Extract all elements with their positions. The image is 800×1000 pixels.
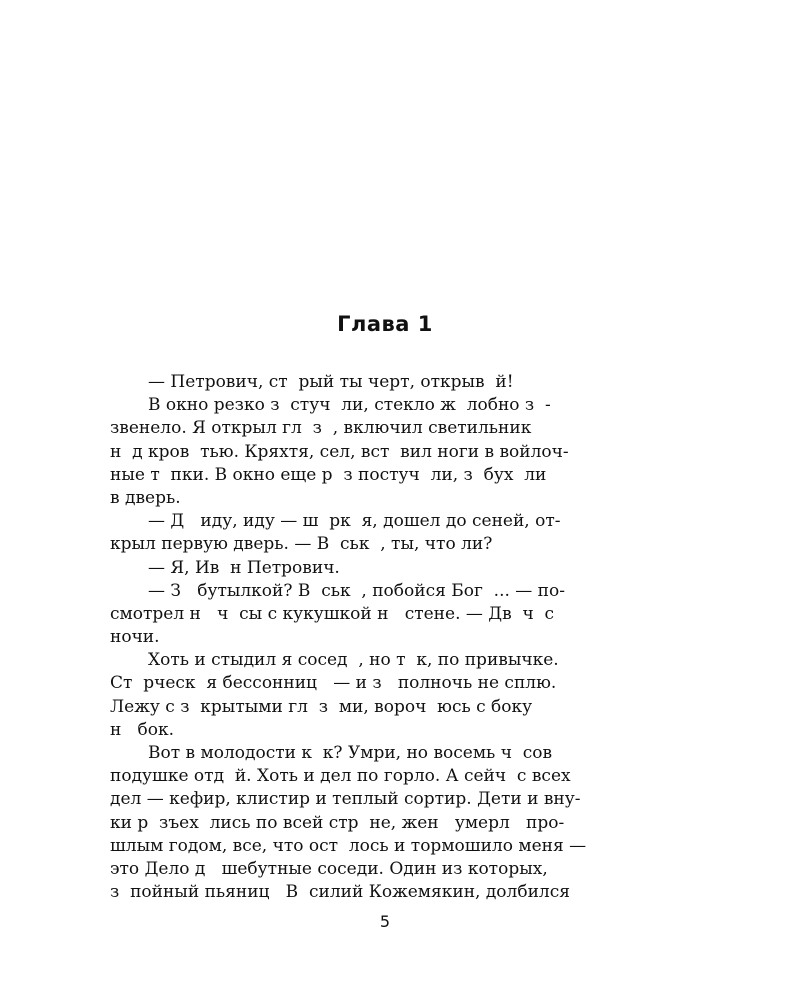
text-line: смотрел н ч сы с кукушкой н стене. — Дв ч с bbox=[110, 603, 555, 624]
text-line: Хоть и стыдил я сосед , но т к, по привычке. bbox=[148, 650, 559, 671]
text-line: это Дело д шебутные соседи. Один из которых, bbox=[110, 858, 548, 879]
text-line: Лежу с з крытыми гл з ми, вороч юсь с боку bbox=[110, 696, 533, 717]
text-line: — З бутылкой? В ськ , побойся Бог ... — по- bbox=[148, 580, 565, 601]
text-line: — Д иду, иду — ш рк я, дошел до сеней, от- bbox=[148, 511, 561, 532]
text-line: ки р зъех лись по всей стр не, жен умерл про- bbox=[110, 812, 565, 833]
text-line: В окно резко з стуч ли, стекло ж лобно з - bbox=[148, 395, 551, 416]
chapter-title: Глава 1 bbox=[337, 312, 433, 336]
text-line: шлым годом, все, что ост лось и тормошило меня — bbox=[110, 835, 587, 856]
text-line: н бок. bbox=[110, 719, 175, 740]
text-line: крыл первую дверь. — В ськ , ты, что ли? bbox=[110, 534, 493, 555]
text-line: Вот в молодости к к? Умри, но восемь ч сов bbox=[148, 743, 553, 763]
body-text bbox=[110, 371, 658, 904]
text-line: дел — кефир, клистир и теплый сортир. Дети и вну- bbox=[110, 789, 581, 810]
text-line: подушке отд й. Хоть и дел по горло. А сейч с всех bbox=[110, 766, 571, 787]
text-line: в дверь. bbox=[110, 487, 181, 508]
text-line: звенело. Я открыл гл з , включил светильник bbox=[110, 418, 532, 439]
text-line: з пойный пьяниц В силий Кожемякин, долбился bbox=[110, 882, 570, 903]
page-number: 5 bbox=[379, 912, 391, 931]
text-line: н д кров тью. Кряхтя, сел, вст вил ноги в войлоч- bbox=[110, 441, 569, 462]
text-line: — Я, Ив н Петрович. bbox=[148, 557, 340, 578]
text-line: ные т пки. В окно еще р з постуч ли, з бух ли bbox=[110, 464, 547, 485]
text-line: ночи. bbox=[110, 627, 160, 648]
text-line: — Петрович, ст рый ты черт, открыв й! bbox=[148, 372, 514, 392]
text-line: Ст рческ я бессонниц — и з полночь не сплю. bbox=[110, 673, 557, 694]
